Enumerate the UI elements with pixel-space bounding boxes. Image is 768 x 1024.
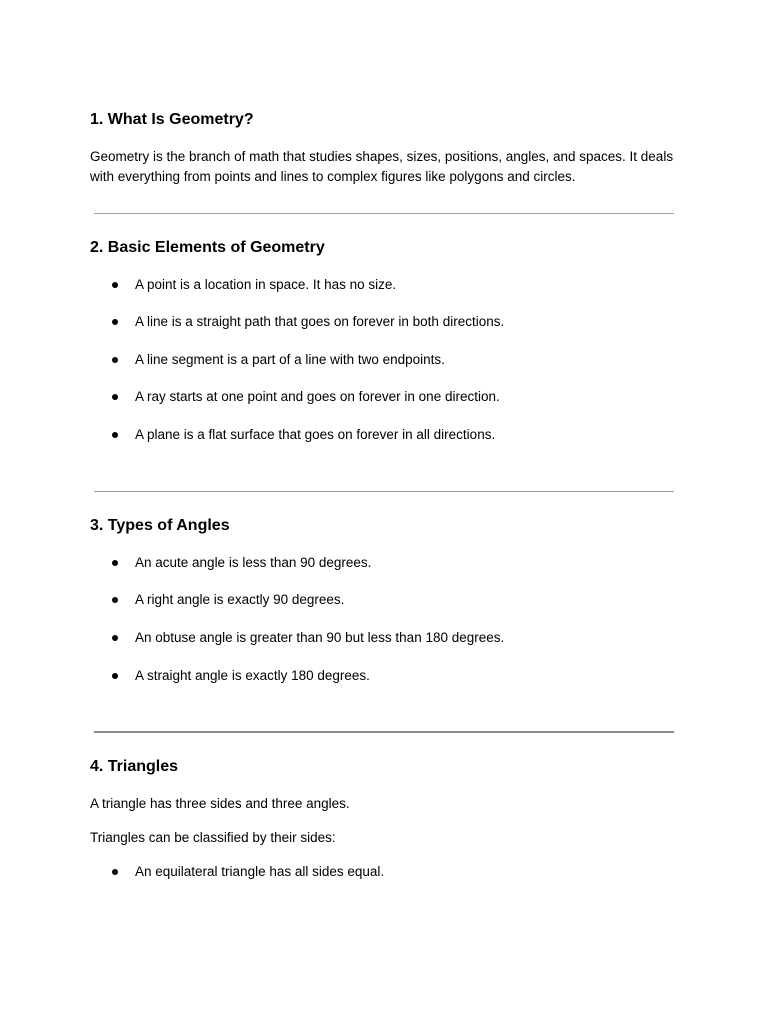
bullet-icon — [112, 319, 118, 325]
section-heading-what-is-geometry: 1. What Is Geometry? — [90, 111, 254, 128]
list-item-text: A line segment is a part of a line with two endpoints. — [135, 352, 445, 367]
section-heading-basic-elements: 2. Basic Elements of Geometry — [90, 239, 325, 256]
bullet-icon — [112, 635, 118, 641]
section-paragraph-what-is-geometry: Geometry is the branch of math that studies shapes, sizes, positions, angles, and spaces. It deals with everything from points and lines to complex figures like polygons and circles. — [90, 149, 674, 184]
bullet-icon — [112, 597, 118, 603]
list-item-text: A right angle is exactly 90 degrees. — [135, 592, 345, 607]
bullet-icon — [112, 673, 118, 679]
list-item-text: A plane is a flat surface that goes on forever in all directions. — [135, 427, 496, 442]
bullet-icon — [112, 560, 118, 566]
list-item-text: An equilateral triangle has all sides equal. — [135, 864, 385, 879]
section-heading-triangles: 4. Triangles — [90, 758, 179, 775]
section-paragraph-triangles-definition: A triangle has three sides and three angles. — [90, 796, 350, 811]
list-item-text: A point is a location in space. It has no size. — [135, 277, 397, 292]
section-paragraph-triangles-classification: Triangles can be classified by their sides: — [90, 830, 336, 845]
list-item-text: A straight angle is exactly 180 degrees. — [135, 668, 370, 683]
section-divider — [94, 491, 674, 492]
section-divider — [94, 731, 674, 733]
bullet-icon — [112, 432, 118, 438]
section-divider — [94, 213, 674, 214]
bullet-icon — [112, 394, 118, 400]
bullet-icon — [112, 357, 118, 363]
list-item-text: An acute angle is less than 90 degrees. — [135, 555, 372, 570]
list-item-text: A ray starts at one point and goes on forever in one direction. — [135, 389, 500, 404]
list-item-text: An obtuse angle is greater than 90 but less than 180 degrees. — [135, 630, 505, 645]
bullet-icon — [112, 282, 118, 288]
list-item-text: A line is a straight path that goes on forever in both directions. — [135, 314, 505, 329]
bullet-icon — [112, 869, 118, 875]
section-heading-types-of-angles: 3. Types of Angles — [90, 517, 230, 534]
